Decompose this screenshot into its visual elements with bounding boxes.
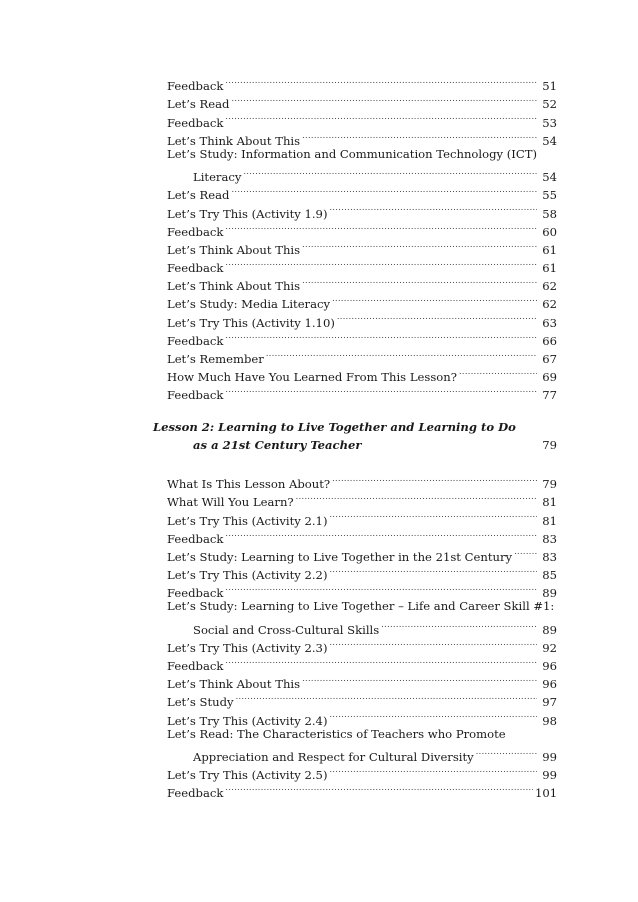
dot-leader: [329, 561, 537, 579]
toc-entry-text: Let’s Think About This: [167, 677, 301, 692]
toc-entry-heading[interactable]: [167, 725, 557, 743]
toc-entry[interactable]: [167, 381, 557, 403]
toc-entry-text: Let’s Think About This: [167, 133, 301, 148]
toc-entry-page: 62: [542, 279, 557, 294]
dot-leader: [302, 127, 537, 145]
dot-leader: [329, 506, 537, 524]
toc-entry[interactable]: [167, 670, 557, 692]
toc-entry-text: Feedback: [167, 786, 224, 801]
dot-leader: [225, 72, 537, 90]
toc-entry-text: Feedback: [167, 659, 224, 674]
dot-leader: [329, 706, 537, 724]
toc-entry[interactable]: [167, 90, 557, 112]
toc-section-lesson2: [167, 470, 558, 801]
dot-leader: [476, 743, 537, 761]
dot-leader: [225, 779, 533, 797]
toc-entry-page: 89: [542, 586, 557, 601]
toc-entry-page: 89: [542, 622, 557, 637]
toc-entry-text: Feedback: [167, 388, 224, 403]
toc-entry-text: Let’s Remember: [167, 352, 264, 366]
toc-entry[interactable]: [167, 345, 557, 366]
dot-leader: [329, 199, 537, 217]
toc-entry-page: 101: [535, 786, 558, 801]
dot-leader: [231, 181, 537, 199]
toc-entry[interactable]: [167, 525, 557, 546]
toc-entry[interactable]: [167, 579, 557, 601]
toc-entry-page: 63: [542, 315, 557, 330]
toc-entry-text: Let’s Read: The Characteristics of Teachers who Promote: [167, 726, 506, 741]
toc-entry-page: 67: [542, 352, 557, 366]
toc-entry-text: Let’s Study: Learning to Live Together in the 21st Century: [167, 549, 513, 564]
toc-entry-text: Let’s Try This (Activity 2.2): [167, 568, 328, 583]
toc-entry-text: Let’s Try This (Activity 2.5): [167, 768, 328, 783]
toc-entry[interactable]: [167, 108, 557, 130]
lesson-title-line1: Lesson 2: Learning to Live Together and Learning to Do: [153, 420, 516, 434]
toc-entry[interactable]: [167, 470, 557, 492]
dot-leader: [296, 488, 537, 506]
lesson-page-number: 79: [542, 438, 557, 453]
lesson-title-line2: as a 21st Century Teacher: [193, 438, 362, 453]
toc-entry[interactable]: [167, 543, 557, 564]
toc-entry-text: Feedback: [167, 115, 224, 130]
toc-entry-page: 69: [542, 370, 557, 385]
toc-entry-continuation[interactable]: [167, 163, 557, 185]
toc-entry-page: 61: [542, 242, 557, 257]
toc-entry-page: 54: [542, 133, 557, 148]
toc-entry-page: 99: [542, 750, 557, 764]
toc-entry-text: Feedback: [167, 333, 224, 348]
toc-entry-text: Appreciation and Respect for Cultural Diversity: [193, 750, 474, 764]
dot-leader: [225, 108, 537, 126]
toc-entry-text: Literacy: [193, 170, 242, 185]
toc-entry-heading[interactable]: [167, 145, 557, 163]
toc-entry-text: Let’s Think About This: [167, 279, 301, 294]
toc-entry-continuation[interactable]: [167, 743, 557, 764]
toc-entry-page: 96: [542, 659, 557, 674]
toc-entry-heading[interactable]: [167, 597, 557, 615]
toc-entry-text: Feedback: [167, 79, 224, 94]
dot-leader: [225, 381, 537, 399]
toc-entry-page: 66: [542, 333, 557, 348]
toc-entry-text: Let’s Study: Information and Communication Technology (ICT): [167, 146, 537, 161]
dot-leader: [332, 290, 537, 308]
dot-leader: [225, 525, 537, 543]
toc-entry[interactable]: [167, 127, 557, 148]
toc-entry-text: Let’s Read: [167, 97, 230, 112]
toc-entry-page: 58: [542, 206, 557, 221]
dot-leader: [231, 90, 537, 108]
toc-entry-page: 53: [542, 115, 557, 130]
toc-entry-page: 81: [542, 513, 557, 528]
toc-entry-text: Let’s Study: Learning to Live Together – Life and Career Skill #1:: [167, 599, 555, 614]
dot-leader: [337, 308, 537, 326]
toc-entry-page: 77: [542, 388, 557, 403]
dot-leader: [329, 634, 537, 652]
toc-entry-text: Feedback: [167, 261, 224, 276]
toc-entry-page: 83: [542, 531, 557, 546]
toc-entry-text: How Much Have You Learned From This Lesson?: [167, 370, 457, 385]
toc-entry[interactable]: [167, 72, 557, 94]
dot-leader: [225, 579, 537, 597]
toc-entry-page: 83: [542, 549, 557, 564]
toc-entry-page: 98: [542, 713, 557, 728]
toc-entry-text: Let’s Think About This: [167, 242, 301, 257]
toc-entry-page: 96: [542, 677, 557, 692]
dot-leader: [459, 363, 537, 381]
dot-leader: [243, 163, 537, 181]
toc-entry-page: 61: [542, 261, 557, 276]
dot-leader: [236, 688, 537, 706]
toc-entry-text: Feedback: [167, 586, 224, 601]
toc-entry-text: What Is This Lesson About?: [167, 477, 331, 492]
dot-leader: [332, 470, 537, 488]
toc-entry-continuation[interactable]: [167, 616, 557, 637]
toc-entry-text: Let’s Try This (Activity 2.3): [167, 640, 328, 655]
dot-leader: [266, 345, 537, 363]
toc-entry-page: 54: [542, 170, 557, 185]
toc-entry-text: Let’s Try This (Activity 1.10): [167, 315, 335, 330]
toc-entry-page: 62: [542, 297, 557, 312]
toc-entry-page: 81: [542, 495, 557, 510]
dot-leader: [302, 670, 537, 688]
toc-entry[interactable]: [167, 652, 557, 674]
toc-entry-page: 55: [542, 188, 557, 203]
toc-entry-text: Let’s Try This (Activity 2.4): [167, 713, 328, 728]
dot-leader: [225, 652, 537, 670]
toc-entry-text: Let’s Study: [167, 695, 234, 710]
toc-entry[interactable]: [167, 254, 557, 276]
toc-entry-text: Let’s Read: [167, 188, 230, 203]
toc-entry-page: 85: [542, 568, 557, 583]
dot-leader: [302, 272, 537, 290]
lesson-title-line2-row: [153, 436, 557, 454]
toc-entry-page: 52: [542, 97, 557, 112]
dot-leader: [225, 327, 537, 345]
toc-entry-page: 92: [542, 640, 557, 655]
dot-leader: [225, 254, 537, 272]
lesson-2-heading[interactable]: [153, 418, 557, 454]
toc-entry-page: 97: [542, 695, 557, 710]
toc-section-lesson1: [167, 72, 557, 403]
toc-entry-page: 99: [542, 768, 557, 783]
toc-entry-text: Let’s Study: Media Literacy: [167, 297, 331, 312]
toc-entry[interactable]: [167, 236, 557, 257]
dot-leader: [302, 236, 537, 254]
dot-leader: [329, 761, 537, 779]
toc-entry-text: Let’s Try This (Activity 1.9): [167, 206, 328, 221]
dot-leader: [514, 543, 537, 561]
toc-entry-text: Feedback: [167, 224, 224, 239]
toc-entry[interactable]: [167, 272, 557, 294]
dot-leader: [381, 616, 537, 634]
toc-entry-text: What Will You Learn?: [167, 495, 294, 510]
toc-entry[interactable]: [167, 327, 557, 348]
toc-entry-page: 79: [542, 477, 557, 492]
toc-entry-text: Social and Cross-Cultural Skills: [193, 622, 380, 637]
toc-entry-text: Let’s Try This (Activity 2.1): [167, 513, 328, 528]
toc-entry-page: 51: [542, 79, 557, 94]
toc-entry-page: 60: [542, 224, 557, 239]
toc-entry-text: Feedback: [167, 531, 224, 546]
toc-entry[interactable]: [167, 218, 557, 239]
toc-entry[interactable]: [167, 779, 558, 801]
dot-leader: [225, 218, 537, 236]
